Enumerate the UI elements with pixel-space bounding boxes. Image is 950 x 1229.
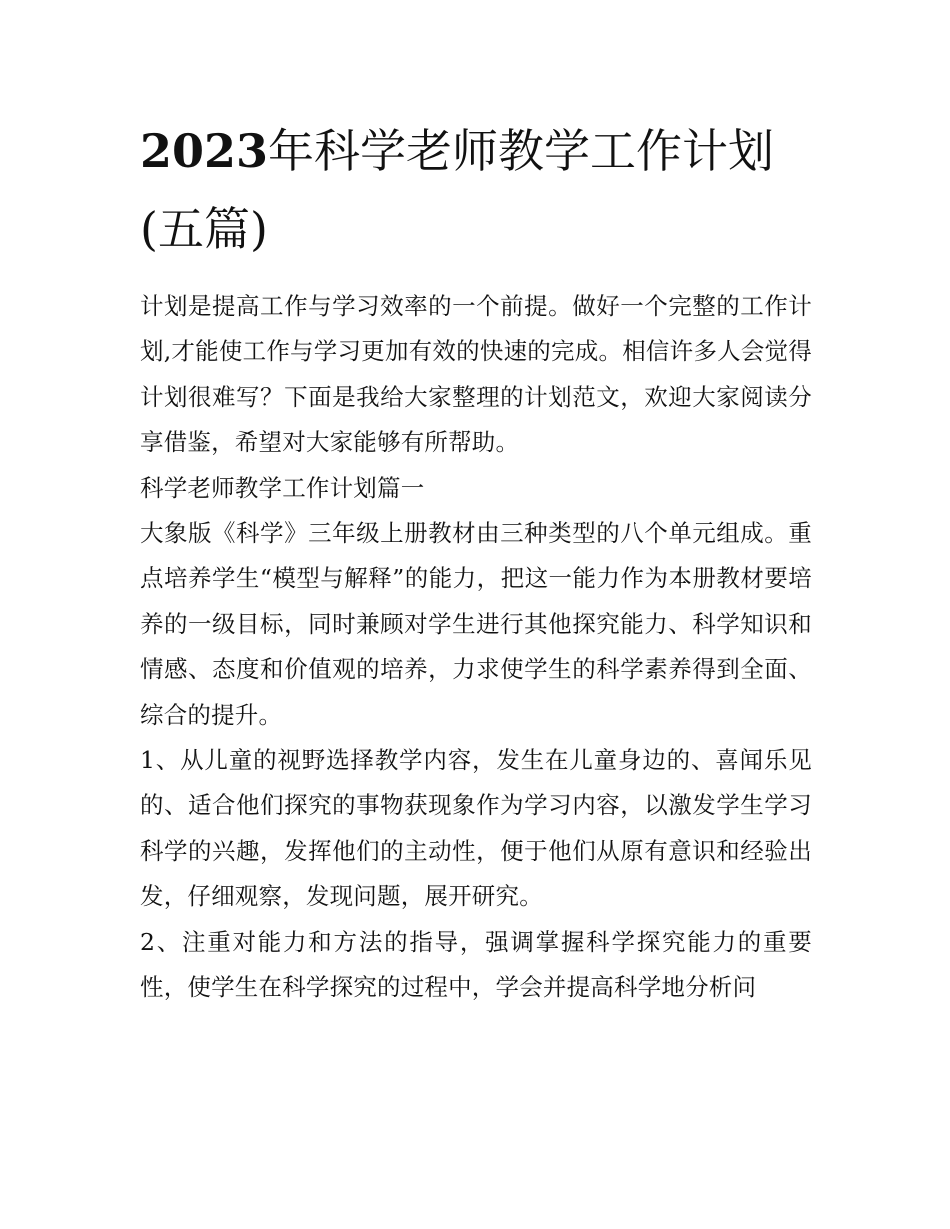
section-heading: 科学老师教学工作计划篇一 xyxy=(140,473,425,502)
document-title xyxy=(140,112,812,268)
body-paragraph: 大象版《科学》三年级上册教材由三种类型的八个单元组成。重点培养学生“模型与解释”的能力，把这一能力作为本册教材要培养的一级目标，同时兼顾对学生进行其他探究能力、科学知识和情感、态度和价值观的培养，力求使学生的科学素养得到全面、综合的提升。 xyxy=(140,519,812,729)
title-year: 2023 xyxy=(140,124,269,178)
list-item-2: 2、注重对能力和方法的指导，强调掌握科学探究能力的重要性，使学生在科学探究的过程中，学会并提高科学地分析问 xyxy=(140,927,812,1002)
intro-paragraph: 计划是提高工作与学习效率的一个前提。做好一个完整的工作计划,才能使工作与学习更加有效的快速的完成。相信许多人会觉得计划很难写？下面是我给大家整理的计划范文，欢迎大家阅读分享借鉴，希望对大家能够有所帮助。 xyxy=(140,292,812,457)
document-page xyxy=(140,112,812,1011)
list-item-1: 1、从儿童的视野选择教学内容，发生在儿童身边的、喜闻乐见的、适合他们探究的事物获现象作为学习内容，以激发学生学习科学的兴趣，发挥他们的主动性，便于他们从原有意识和经验出发，仔细观察，发现问题，展开研究。 xyxy=(140,746,812,911)
title-text: 年科学老师教学工作计划(五篇) xyxy=(140,124,775,256)
